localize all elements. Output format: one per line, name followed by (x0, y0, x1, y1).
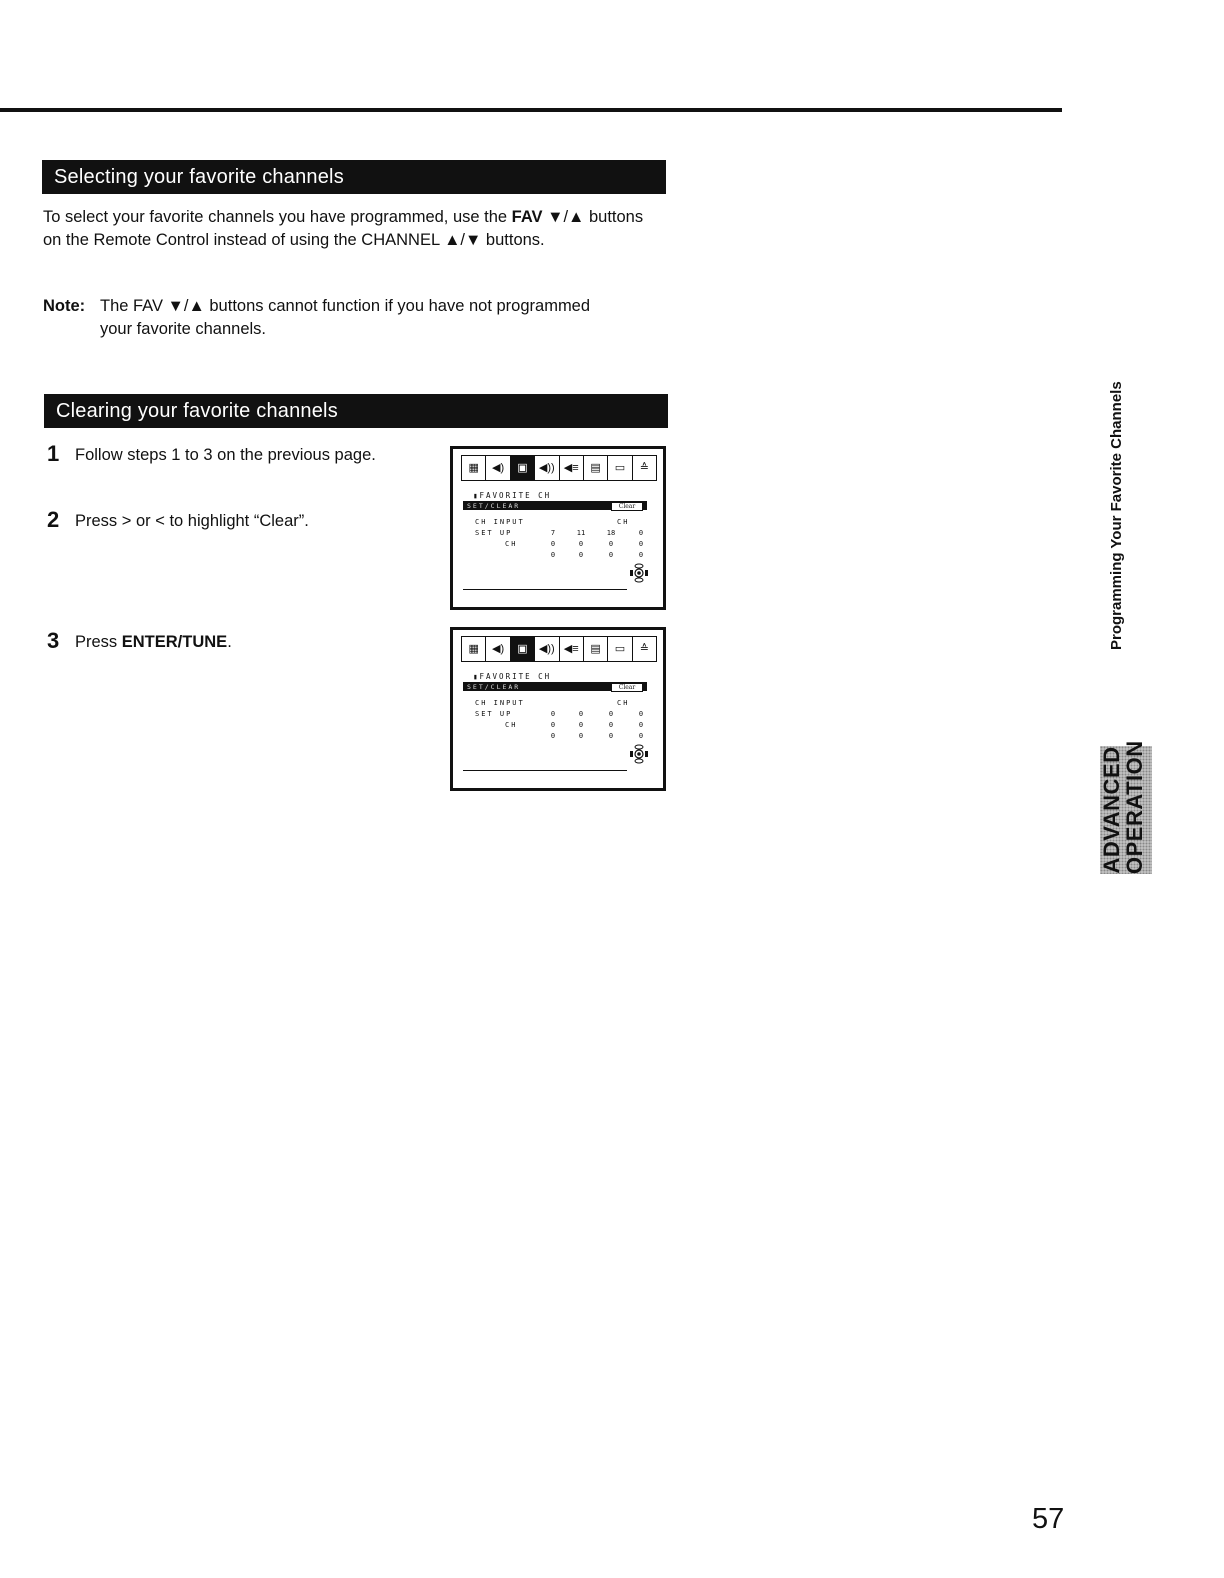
surround-icon: ◀≡ (560, 456, 584, 480)
step-text-suffix: . (227, 633, 232, 651)
audio-icon: ◀) (486, 637, 510, 661)
section-header-clearing: Clearing your favorite channels (44, 394, 668, 428)
channel-value: 0 (550, 721, 556, 729)
advanced-operation-badge (1099, 740, 1152, 874)
channel-value: 0 (638, 540, 644, 548)
ch-label: CH (617, 699, 630, 707)
step-number: 1 (47, 441, 60, 466)
step-text-prefix: Press (75, 633, 122, 651)
ch-input-label: CH INPUT (475, 518, 525, 526)
channel-value: 0 (638, 529, 644, 537)
remote-pad-icon (629, 744, 649, 764)
advanced-operation-text (1099, 740, 1152, 874)
channel-value: 0 (638, 710, 644, 718)
preferences-icon: ▤ (584, 637, 608, 661)
step-text: Follow steps 1 to 3 on the previous page. (75, 446, 376, 464)
premium-icon: ◀)) (535, 637, 559, 661)
note-block (43, 295, 643, 345)
enter-tune-bold: ENTER/TUNE (121, 633, 228, 651)
caption-icon: ▭ (608, 456, 632, 480)
menu-title-text: FAVORITE CH (479, 491, 552, 500)
audio-icon: ◀) (486, 456, 510, 480)
channel-value: 0 (608, 721, 614, 729)
ch-row-label: CH (505, 540, 518, 548)
page-number: 57 (1032, 1503, 1065, 1535)
channel-value: 0 (578, 721, 584, 729)
note-label: Note: (43, 297, 86, 315)
menu-icon-bar (461, 455, 657, 481)
clear-option: Clear (611, 502, 643, 511)
channel-value: 0 (578, 732, 584, 740)
section-header-selecting: Selecting your favorite channels (42, 160, 666, 194)
ch-label: CH (617, 518, 630, 526)
channel-value: 0 (608, 551, 614, 559)
premium-icon: ◀)) (535, 456, 559, 480)
clear-option: Clear (611, 683, 643, 692)
channel-value: 18 (606, 529, 616, 537)
menu-icon-bar (461, 636, 657, 662)
channel-value: 0 (638, 732, 644, 740)
badge-line-1: ADVANCED (1099, 746, 1124, 874)
step-3 (47, 628, 407, 661)
caption-icon: ▭ (608, 637, 632, 661)
set-clear-label: SET/CLEAR (467, 683, 521, 691)
setup-icon: ▣ (511, 637, 535, 661)
screen-divider (463, 589, 627, 590)
ch-row-label: CH (505, 721, 518, 729)
remote-icon: ≙ (639, 642, 649, 655)
note-text: The FAV ▼/▲ buttons cannot function if you have not programmed your favorite channels. (100, 297, 591, 338)
body-text-part: To select your favorite channels you have programmed, use the (43, 208, 512, 226)
set-up-label: SET UP (475, 529, 513, 537)
screen-divider (463, 770, 627, 771)
channel-value: 0 (578, 551, 584, 559)
channel-value: 0 (550, 551, 556, 559)
selecting-body-text (43, 206, 665, 252)
preferences-icon: ▤ (584, 456, 608, 480)
channel-value: 0 (608, 540, 614, 548)
side-section-title: Programming Your Favorite Channels (1108, 381, 1125, 650)
step-number: 3 (47, 628, 60, 653)
step-1 (47, 441, 407, 494)
tv-screen-2 (450, 627, 666, 791)
step-2 (47, 507, 407, 540)
badge-line-2: OPERATION (1122, 740, 1147, 874)
channel-value: 0 (578, 710, 584, 718)
channel-value: 0 (550, 710, 556, 718)
picture-icon: ▦ (462, 637, 486, 661)
remote-icon: ≙ (639, 461, 649, 474)
remote-pad-icon (629, 563, 649, 583)
step-text: Press > or < to highlight “Clear”. (75, 512, 309, 530)
step-number: 2 (47, 507, 60, 532)
fav-bold: FAV (511, 208, 543, 226)
setup-icon: ▣ (511, 456, 535, 480)
channel-value: 11 (576, 529, 586, 537)
picture-icon: ▦ (462, 456, 486, 480)
menu-title: ▮FAVORITE CH (473, 491, 552, 500)
step-text (75, 631, 395, 654)
set-up-label: SET UP (475, 710, 513, 718)
channel-value: 0 (608, 710, 614, 718)
channel-value: 0 (550, 732, 556, 740)
channel-value: 0 (638, 551, 644, 559)
channel-value: 0 (608, 732, 614, 740)
set-clear-label: SET/CLEAR (467, 502, 521, 510)
channel-value: 0 (638, 721, 644, 729)
channel-value: 0 (550, 540, 556, 548)
menu-title: ▮FAVORITE CH (473, 672, 552, 681)
top-rule (0, 108, 1062, 112)
body-text-part: ▼/▲ buttons on the Remote Control instead of using the CHANNEL ▲/▼ buttons. (43, 208, 644, 249)
channel-value: 0 (578, 540, 584, 548)
channel-value: 7 (550, 529, 556, 537)
surround-icon: ◀≡ (560, 637, 584, 661)
menu-title-text: FAVORITE CH (479, 672, 552, 681)
tv-screen-1 (450, 446, 666, 610)
ch-input-label: CH INPUT (475, 699, 525, 707)
